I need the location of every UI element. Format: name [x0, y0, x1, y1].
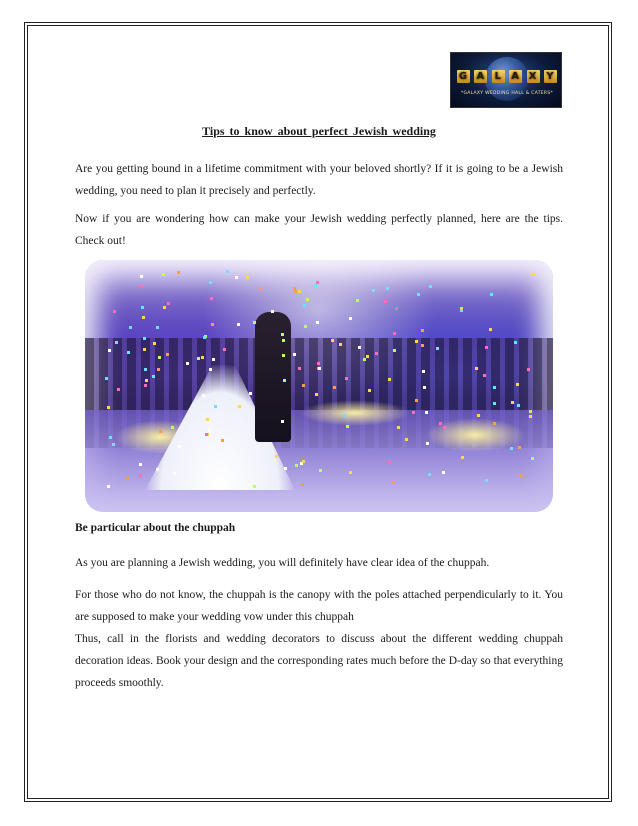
body-paragraph-2: For those who do not know, the chuppah is the canopy with the poles attached perpendicularly to it. You are supposed to make your wedding vow under this chuppah	[75, 589, 563, 623]
photo-confetti	[319, 469, 322, 472]
photo-confetti	[490, 293, 493, 296]
photo-confetti	[388, 461, 391, 464]
logo-tagline: *GALAXY WEDDING HALL & CATERS*	[460, 91, 554, 96]
photo-spotlight	[300, 400, 410, 426]
photo-confetti	[206, 418, 209, 421]
photo-confetti	[171, 426, 174, 429]
photo-confetti	[425, 411, 428, 414]
photo-confetti	[392, 481, 395, 484]
galaxy-logo	[450, 52, 562, 108]
logo-letter: G	[458, 71, 469, 82]
photo-confetti	[208, 429, 211, 432]
photo-confetti	[318, 367, 321, 370]
photo-confetti	[517, 404, 520, 407]
photo-confetti	[395, 307, 398, 310]
photo-confetti	[259, 287, 262, 290]
photo-confetti	[519, 474, 522, 477]
photo-confetti	[153, 342, 156, 345]
photo-confetti	[363, 358, 366, 361]
photo-confetti	[529, 415, 532, 418]
photo-confetti	[159, 430, 162, 433]
photo-confetti	[349, 317, 352, 320]
photo-confetti	[436, 347, 439, 350]
photo-confetti	[129, 326, 132, 329]
photo-confetti	[493, 422, 496, 425]
photo-confetti	[422, 370, 425, 373]
photo-confetti	[532, 273, 535, 276]
photo-confetti	[117, 388, 120, 391]
photo-confetti	[107, 485, 110, 488]
photo-confetti	[144, 368, 147, 371]
photo-confetti	[397, 426, 400, 429]
logo-letter: L	[492, 70, 505, 83]
photo-confetti	[293, 287, 296, 290]
photo-confetti	[235, 276, 238, 279]
photo-confetti	[158, 356, 161, 359]
photo-confetti	[421, 344, 424, 347]
photo-confetti	[282, 354, 285, 357]
photo-confetti	[393, 332, 396, 335]
photo-confetti	[127, 351, 130, 354]
photo-confetti	[109, 436, 112, 439]
document-title: Tips to know about perfect Jewish wedding	[202, 124, 436, 138]
photo-confetti	[346, 425, 349, 428]
photo-confetti	[527, 368, 530, 371]
photo-confetti	[139, 474, 142, 477]
photo-confetti	[426, 442, 429, 445]
photo-confetti	[477, 414, 480, 417]
photo-confetti	[223, 348, 226, 351]
photo-confetti	[209, 281, 212, 284]
photo-confetti	[306, 298, 309, 301]
photo-confetti	[275, 455, 278, 458]
photo-confetti	[375, 352, 378, 355]
photo-confetti	[294, 290, 297, 293]
photo-confetti	[493, 402, 496, 405]
photo-confetti	[415, 340, 418, 343]
photo-confetti	[113, 310, 116, 313]
photo-confetti	[202, 394, 205, 397]
photo-confetti	[339, 343, 342, 346]
photo-confetti	[298, 290, 301, 293]
photo-confetti	[415, 399, 418, 402]
photo-confetti	[368, 389, 371, 392]
photo-confetti	[143, 337, 146, 340]
photo-confetti	[281, 420, 284, 423]
photo-confetti	[237, 323, 240, 326]
photo-confetti	[302, 460, 305, 463]
photo-confetti	[333, 386, 336, 389]
photo-confetti	[253, 321, 256, 324]
photo-confetti	[429, 285, 432, 288]
photo-confetti	[221, 439, 224, 442]
photo-confetti	[167, 302, 170, 305]
photo-confetti	[439, 422, 442, 425]
photo-confetti	[115, 341, 118, 344]
photo-confetti	[253, 485, 256, 488]
photo-confetti	[489, 328, 492, 331]
photo-confetti	[141, 306, 144, 309]
photo-confetti	[511, 401, 514, 404]
photo-confetti	[304, 325, 307, 328]
photo-confetti	[112, 443, 115, 446]
photo-confetti	[163, 306, 166, 309]
photo-confetti	[356, 299, 359, 302]
intro-paragraph-1: Are you getting bound in a lifetime commitment with your beloved shortly? If it is going to be a Jewish wedding, you need to plan it precisely and perfectly.	[75, 163, 563, 197]
photo-confetti	[156, 468, 159, 471]
photo-confetti	[143, 348, 146, 351]
photo-groom	[255, 312, 291, 442]
photo-confetti	[529, 410, 532, 413]
photo-confetti	[316, 321, 319, 324]
photo-confetti	[283, 379, 286, 382]
photo-confetti	[205, 433, 208, 436]
photo-confetti	[156, 326, 159, 329]
photo-confetti	[423, 386, 426, 389]
logo-letter: X	[527, 70, 540, 83]
photo-confetti	[282, 339, 285, 342]
photo-confetti	[302, 384, 305, 387]
logo-letter: A	[474, 70, 487, 83]
photo-confetti	[485, 479, 488, 482]
wedding-dance-photo	[85, 260, 553, 512]
photo-confetti	[186, 362, 189, 365]
photo-confetti	[108, 349, 111, 352]
photo-confetti	[209, 368, 212, 371]
photo-confetti	[144, 384, 147, 387]
body-paragraph-3: Thus, call in the florists and wedding decorators to discuss about the different wedding chuppah decoration ideas. Book your design and the corresponding rates much before the D-day so that everything proceeds smoothly.	[75, 633, 563, 689]
photo-confetti	[298, 367, 301, 370]
photo-confetti	[317, 362, 320, 365]
photo-confetti	[142, 316, 145, 319]
photo-confetti	[249, 392, 252, 395]
photo-confetti	[197, 357, 200, 360]
photo-confetti	[271, 310, 274, 313]
photo-confetti	[516, 383, 519, 386]
photo-confetti	[177, 271, 180, 274]
photo-confetti	[331, 339, 334, 342]
logo-letter: A	[509, 70, 522, 83]
photo-confetti	[475, 367, 478, 370]
photo-confetti	[518, 446, 521, 449]
photo-confetti	[428, 473, 431, 476]
photo-confetti	[366, 355, 369, 358]
photo-confetti	[510, 447, 513, 450]
photo-confetti	[211, 323, 214, 326]
body-paragraph-1: As you are planning a Jewish wedding, you will definitely have clear idea of the chuppah.	[75, 557, 490, 569]
photo-confetti	[214, 405, 217, 408]
photo-confetti	[460, 309, 463, 312]
photo-confetti	[210, 297, 213, 300]
photo-confetti	[393, 349, 396, 352]
photo-confetti	[421, 329, 424, 332]
photo-confetti	[372, 289, 375, 292]
photo-confetti	[386, 287, 389, 290]
photo-confetti	[203, 336, 206, 339]
photo-confetti	[443, 426, 446, 429]
photo-confetti	[201, 356, 204, 359]
photo-confetti	[388, 378, 391, 381]
photo-confetti	[293, 353, 296, 356]
photo-confetti	[226, 270, 229, 273]
photo-confetti	[531, 457, 534, 460]
photo-confetti	[442, 471, 445, 474]
photo-confetti	[417, 293, 420, 296]
photo-confetti	[314, 284, 317, 287]
photo-confetti	[212, 358, 215, 361]
photo-confetti	[145, 379, 148, 382]
photo-confetti	[246, 276, 249, 279]
photo-confetti	[140, 285, 143, 288]
photo-confetti	[384, 300, 387, 303]
photo-confetti	[483, 374, 486, 377]
logo-wordmark	[457, 70, 557, 83]
photo-confetti	[178, 445, 181, 448]
photo-confetti	[412, 411, 415, 414]
photo-confetti	[405, 438, 408, 441]
photo-confetti	[493, 386, 496, 389]
photo-confetti	[166, 353, 169, 356]
photo-confetti	[152, 375, 155, 378]
photo-confetti	[301, 483, 304, 486]
photo-confetti	[173, 472, 176, 475]
photo-confetti	[284, 467, 287, 470]
photo-confetti	[281, 333, 284, 336]
section-heading: Be particular about the chuppah	[75, 522, 236, 534]
photo-confetti	[514, 341, 517, 344]
photo-confetti	[303, 304, 306, 307]
intro-paragraph-2: Now if you are wondering how can make your Jewish wedding perfectly planned, here are the tips. Check out!	[75, 213, 563, 247]
photo-confetti	[315, 393, 318, 396]
logo-letter: Y	[544, 70, 557, 83]
photo-confetti	[295, 464, 298, 467]
photo-confetti	[461, 456, 464, 459]
photo-confetti	[345, 377, 348, 380]
photo-confetti	[139, 463, 142, 466]
photo-confetti	[238, 405, 241, 408]
photo-confetti	[485, 346, 488, 349]
photo-confetti	[157, 368, 160, 371]
photo-confetti	[349, 471, 352, 474]
photo-confetti	[105, 377, 108, 380]
photo-confetti	[343, 414, 346, 417]
photo-confetti	[126, 477, 129, 480]
photo-confetti	[162, 273, 165, 276]
photo-confetti	[107, 406, 110, 409]
photo-confetti	[358, 346, 361, 349]
photo-confetti	[140, 275, 143, 278]
